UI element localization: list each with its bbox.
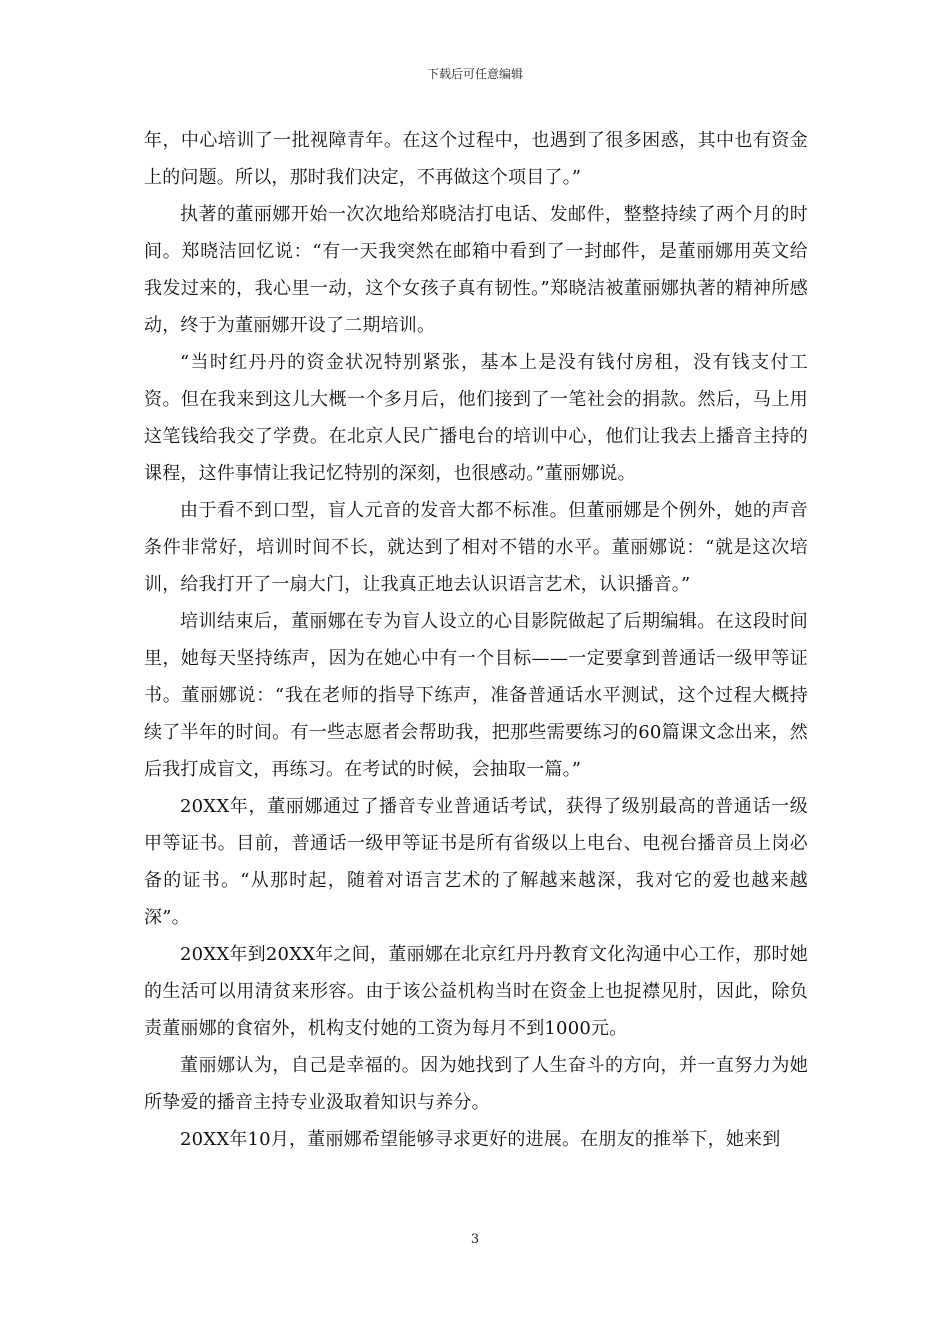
page-header: 下载后可任意编辑 bbox=[426, 67, 523, 81]
paragraph-3: “当时红丹丹的资金状况特别紧张，基本上是没有钱付房租，没有钱支付工资。但在我来到这儿大概一个多月后，他们接到了一笔社会的捐款。然后，马上用这笔钱给我交了学费。在北京人民广播电台的培训中心，他们让我去上播音主持的课程，这件事情让我记忆特别的深刻，也很感动。”董丽娜说。 bbox=[144, 352, 808, 484]
paragraph-5: 培训结束后，董丽娜在专为盲人设立的心目影院做起了后期编辑。在这段时间里，她每天坚持练声，因为在她心中有一个目标——一定要拿到普通话一级甲等证书。董丽娜说：“我在老师的指导下练声，准备普通话水平测试，这个过程大概持续了半年的时间。有一些志愿者会帮助我，把那些需要练习的60篇课文念出来，然后我打成盲文，再练习。在考试的时候，会抽取一篇。” bbox=[144, 611, 808, 780]
paragraph-1: 年，中心培训了一批视障青年。在这个过程中，也遇到了很多困惑，其中也有资金上的问题。所以，那时我们决定，不再做这个项目了。” bbox=[144, 130, 808, 188]
paragraph-2: 执著的董丽娜开始一次次地给郑晓洁打电话、发邮件，整整持续了两个月的时间。郑晓洁回忆说：“有一天我突然在邮箱中看到了一封邮件，是董丽娜用英文给我发过来的，我心里一动，这个女孩子真有韧性。”郑晓洁被董丽娜执著的精神所感动，终于为董丽娜开设了二期培训。 bbox=[144, 204, 808, 336]
page-number: 3 bbox=[470, 1232, 480, 1247]
paragraph-7: 20XX年到20XX年之间，董丽娜在北京红丹丹教育文化沟通中心工作，那时她的生活可以用清贫来形容。由于该公益机构当时在资金上也捉襟见肘，因此，除负责董丽娜的食宿外，机构支付她的工资为每月不到1000元。 bbox=[144, 944, 808, 1039]
paragraph-9: 20XX年10月，董丽娜希望能够寻求更好的进展。在朋友的推举下，她来到 bbox=[180, 1129, 781, 1150]
paragraph-6: 20XX年，董丽娜通过了播音专业普通话考试，获得了级别最高的普通话一级甲等证书。目前，普通话一级甲等证书是所有省级以上电台、电视台播音员上岗必备的证书。“从那时起，随着对语言艺术的了解越来越深，我对它的爱也越来越深”。 bbox=[144, 796, 808, 928]
document-body bbox=[144, 122, 808, 1158]
paragraph-4: 由于看不到口型，盲人元音的发音大都不标准。但董丽娜是个例外，她的声音条件非常好，培训时间不长，就达到了相对不错的水平。董丽娜说：“就是这次培训，给我打开了一扇大门，让我真正地去认识语言艺术，认识播音。” bbox=[144, 500, 808, 595]
paragraph-8: 董丽娜认为，自己是幸福的。因为她找到了人生奋斗的方向，并一直努力为她所挚爱的播音主持专业汲取着知识与养分。 bbox=[144, 1055, 808, 1113]
